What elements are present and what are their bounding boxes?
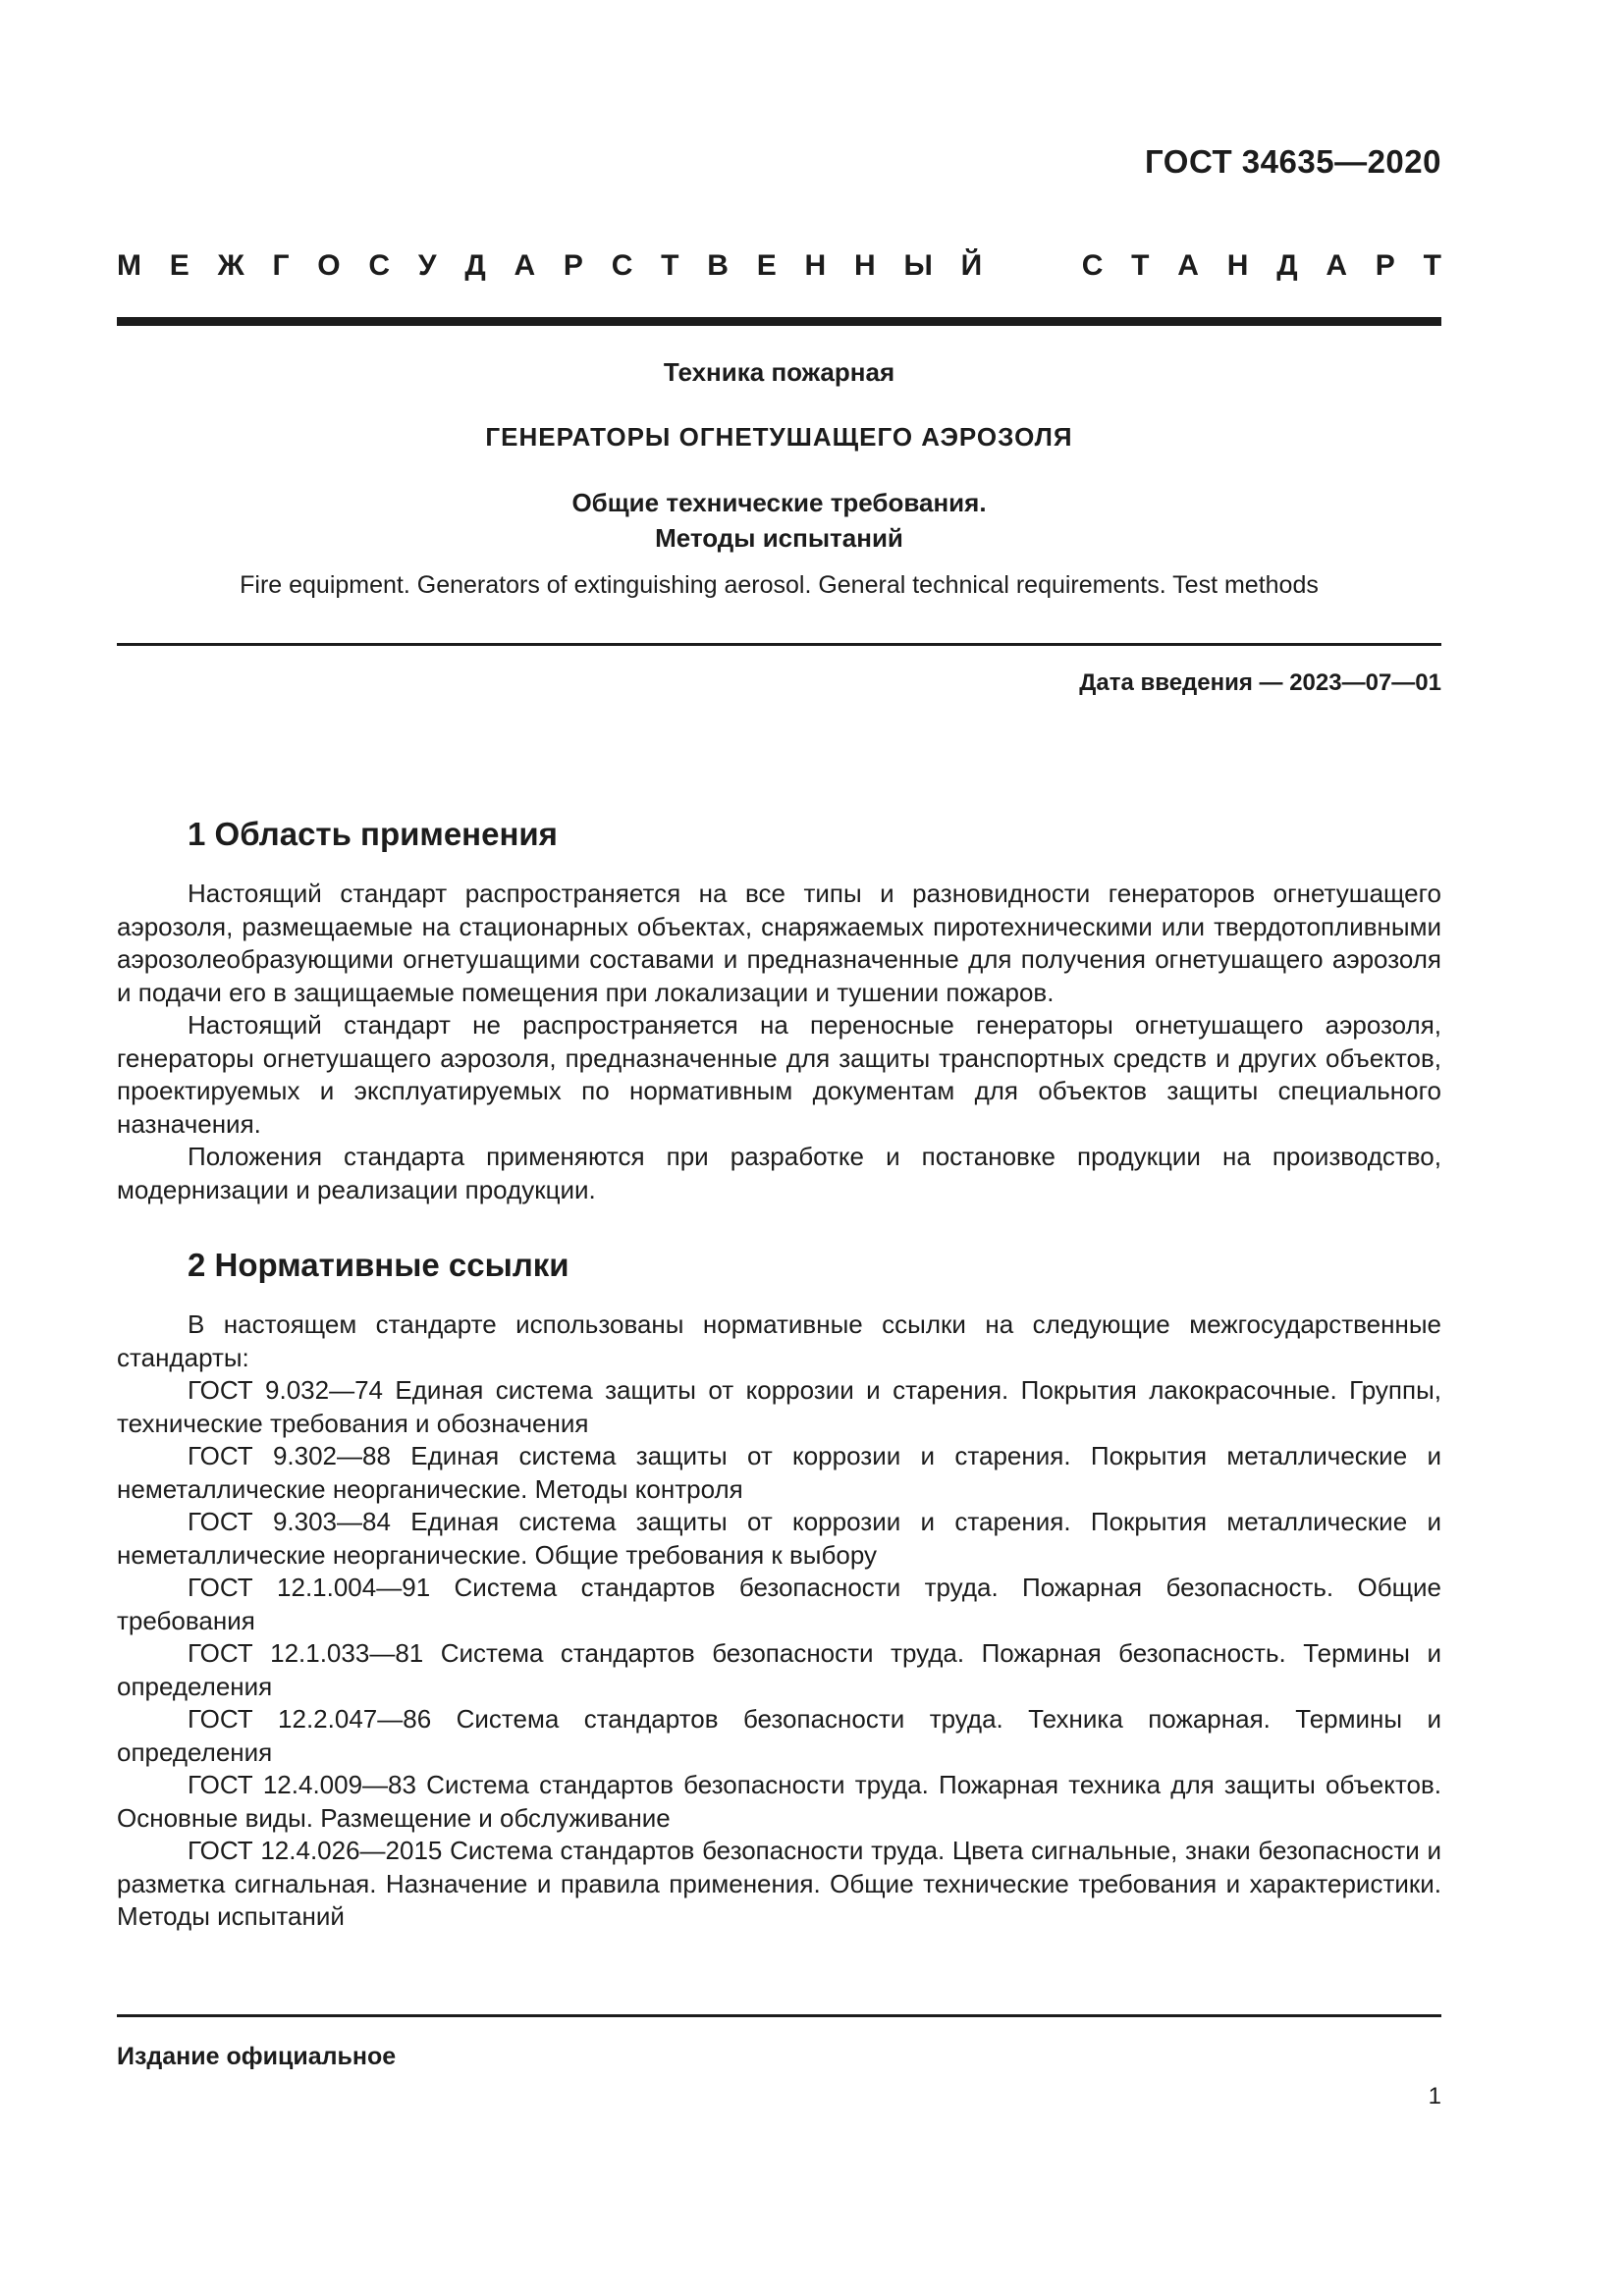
- title-english: Fire equipment. Generators of extinguishing aerosol. General technical requirements. Test methods: [240, 571, 1319, 599]
- section-heading-scope: 1 Область применения: [188, 816, 558, 852]
- section-heading-references: 2 Нормативные ссылки: [188, 1247, 569, 1283]
- banner-letter: А: [1177, 249, 1199, 282]
- introduction-date: Дата введения — 2023—07—01: [1079, 669, 1441, 696]
- reference-item: ГОСТ 12.1.033—81 Система стандартов безопасности труда. Пожарная безопасность. Термины и определения: [117, 1638, 1441, 1701]
- header-rule: [117, 317, 1441, 326]
- banner-letter: О: [317, 249, 341, 282]
- banner-letter: У: [417, 249, 437, 282]
- reference-item: ГОСТ 12.2.047—86 Система стандартов безопасности труда. Техника пожарная. Термины и определения: [117, 1704, 1441, 1767]
- banner-letter: Т: [1131, 249, 1150, 282]
- banner-letter: М: [117, 249, 141, 282]
- banner-letter: Т: [661, 249, 679, 282]
- banner-word-gap: [1010, 249, 1054, 283]
- paragraph: Настоящий стандарт не распространяется на переносные генераторы огнетушащего аэрозоля, генераторы огнетушащего аэрозоля, предназначенные для защиты транспортных средств и других объектов, проектируемых и эксплуатируемых по нормативным документам для объектов защиты специального назначения.: [117, 1010, 1441, 1139]
- banner-letter: А: [1326, 249, 1348, 282]
- banner-letter: Е: [169, 249, 189, 282]
- banner-letter: Н: [804, 249, 827, 282]
- title-rule: [117, 643, 1441, 646]
- banner-letter: Н: [1226, 249, 1249, 282]
- banner-letter: Р: [1375, 249, 1395, 282]
- standard-type-banner: [117, 249, 1441, 283]
- paragraph: Настоящий стандарт распространяется на все типы и разновидности генераторов огнетушащего аэрозоля, размещаемые на стационарных объектах, снаряжаемых пиротехническими или твердотопливными аэрозолеобразующими огнетушащими составами и предназначенные для получения огнетушащего аэрозоля и подачи его в защищаемые помещения при локализации и тушении пожаров.: [117, 879, 1441, 1007]
- banner-letter: Г: [272, 249, 290, 282]
- title-subtitle: [117, 485, 1441, 556]
- banner-letter: В: [707, 249, 729, 282]
- title-subtitle-line: Общие технические требования.: [571, 488, 987, 517]
- section-body-references: [117, 1308, 1441, 1934]
- title-main: ГЕНЕРАТОРЫ ОГНЕТУШАЩЕГО АЭРОЗОЛЯ: [485, 422, 1073, 452]
- banner-letter: Й: [960, 249, 983, 282]
- section-body-scope: [117, 878, 1441, 1206]
- reference-item: ГОСТ 12.1.004—91 Система стандартов безопасности труда. Пожарная безопасность. Общие требования: [117, 1573, 1441, 1635]
- edition-label: Издание официальное: [117, 2043, 397, 2070]
- reference-item: ГОСТ 12.4.026—2015 Система стандартов безопасности труда. Цвета сигнальные, знаки безопасности и разметка сигнальная. Назначение и правила применения. Общие технические требования и характеристики. Методы испытаний: [117, 1836, 1441, 1931]
- reference-item: ГОСТ 9.302—88 Единая система защиты от коррозии и старения. Покрытия металлические и неметаллические неорганические. Методы контроля: [117, 1441, 1441, 1504]
- page-number: 1: [1428, 2083, 1441, 2109]
- paragraph: В настоящем стандарте использованы нормативные ссылки на следующие межгосударственные стандарты:: [117, 1309, 1441, 1372]
- document-code: ГОСТ 34635—2020: [1145, 143, 1441, 180]
- banner-letter: Д: [464, 249, 486, 282]
- banner-letter: С: [1081, 249, 1104, 282]
- reference-item: ГОСТ 9.032—74 Единая система защиты от коррозии и старения. Покрытия лакокрасочные. Группы, технические требования и обозначения: [117, 1375, 1441, 1438]
- paragraph: Положения стандарта применяются при разработке и постановке продукции на производство, модернизации и реализации продукции.: [117, 1142, 1441, 1204]
- banner-letter: С: [611, 249, 633, 282]
- banner-letter: А: [514, 249, 536, 282]
- footer-rule: [117, 2014, 1441, 2017]
- banner-letter: С: [368, 249, 391, 282]
- banner-letter: Ы: [903, 249, 933, 282]
- title-subtitle-line: Методы испытаний: [655, 523, 903, 553]
- title-subject: Техника пожарная: [663, 357, 895, 387]
- reference-item: ГОСТ 12.4.009—83 Система стандартов безопасности труда. Пожарная техника для защиты объектов. Основные виды. Размещение и обслуживание: [117, 1770, 1441, 1833]
- banner-letter: Н: [853, 249, 876, 282]
- banner-letter: Ж: [217, 249, 244, 282]
- banner-letter: Р: [563, 249, 583, 282]
- banner-letter: Е: [756, 249, 777, 282]
- reference-item: ГОСТ 9.303—84 Единая система защиты от коррозии и старения. Покрытия металлические и неметаллические неорганические. Общие требования к выбору: [117, 1507, 1441, 1570]
- banner-letter: Т: [1423, 249, 1441, 282]
- banner-letter: Д: [1276, 249, 1298, 282]
